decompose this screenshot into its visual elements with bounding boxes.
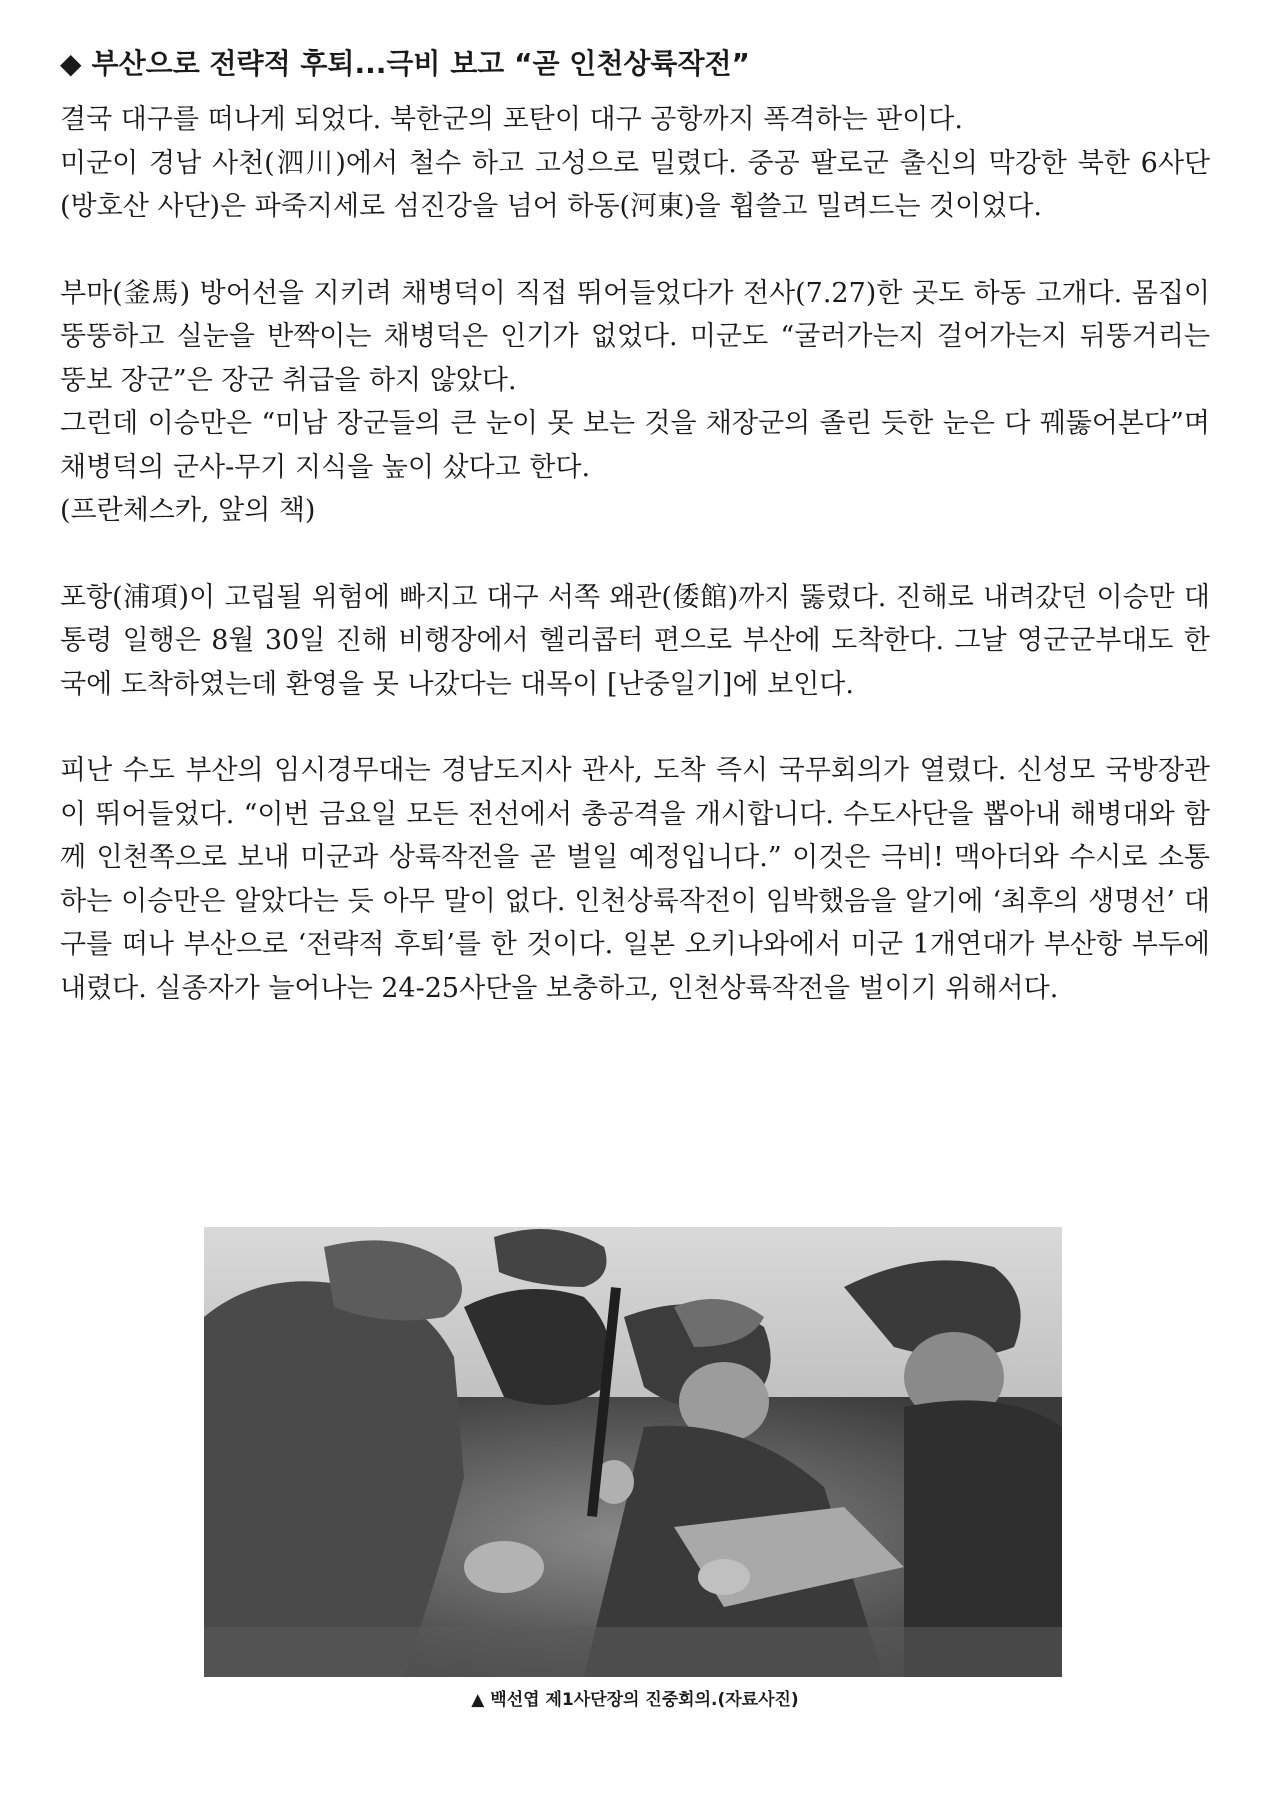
paragraph: 부마(釜馬) 방어선을 지키려 채병덕이 직접 뛰어들었다가 전사(7.27)한 곳도 하동 고개다. 몸집이 뚱뚱하고 실눈을 반짝이는 채병덕은 인기가 없었다. 미군도 “굴러가는지 걸어가는지 뒤뚱거리는 뚱보 장군”은 장군 취급을 하지 않았다. [60,277,1210,396]
photo-soldiers-meeting-image [204,1227,1062,1677]
archive-photo [204,1227,1062,1677]
paragraph: (프란체스카, 앞의 책) [60,495,316,526]
paragraph: 피난 수도 부산의 임시경무대는 경남도지사 관사, 도착 즉시 국무회의가 열렸다. 신성모 국방장관이 뛰어들었다. “이번 금요일 모든 전선에서 총공격을 개시합니다. 수도사단을 뽑아내 해병대와 함께 인천쪽으로 보내 미군과 상륙작전을 곧 벌일 예정입니다.” 이것은 극비! 맥아더와 수시로 소통하는 이승만은 알았다는 듯 아무 말이 없다. 인천상륙작전이 임박했음을 알기에 ‘최후의 생명선’ 대구를 떠나 부산으로 ‘전략적 후퇴’를 한 것이다. 일본 오키나와에서 미군 1개연대가 부산항 부두에 내렸다. 실종자가 늘어나는 24-25사단을 보충하고, 인천상륙작전을 벌이기 위해서다. [60,755,1210,1004]
diamond-bullet-icon: ◆ [60,47,82,80]
paragraph: 포항(浦項)이 고립될 위험에 빠지고 대구 서쪽 왜관(倭館)까지 뚫렸다. 진해로 내려갔던 이승만 대통령 일행은 8월 30일 진해 비행장에서 헬리콥터 편으로 부산에 도착한다. 그날 영군군부대도 한국에 도착하였는데 환영을 못 나갔다는 대목이 [난중일기]에 보인다. [60,581,1210,700]
article-body [60,44,1210,1010]
section-heading-text: 부산으로 전략적 후퇴...극비 보고 “곧 인천상륙작전” [91,47,750,80]
section-heading [60,44,1210,84]
figure-caption: ▲ 백선엽 제1사단장의 진중회의.(자료사진) [471,1690,799,1710]
paragraph: 그런데 이승만은 “미남 장군들의 큰 눈이 못 보는 것을 채장군의 졸린 듯한 눈은 다 꿰뚫어본다”며 채병덕의 군사-무기 지식을 높이 샀다고 한다. [60,408,1210,483]
paragraph: 결국 대구를 떠나게 되었다. 북한군의 포탄이 대구 공항까지 폭격하는 판이다. [60,104,963,135]
paragraph: 미군이 경남 사천(泗川)에서 철수 하고 고성으로 밀렸다. 중공 팔로군 출신의 막강한 북한 6사단(방호산 사단)은 파죽지세로 섬진강을 넘어 하동(河東)을 휩쓸고 밀려드는 것이었다. [60,147,1210,222]
